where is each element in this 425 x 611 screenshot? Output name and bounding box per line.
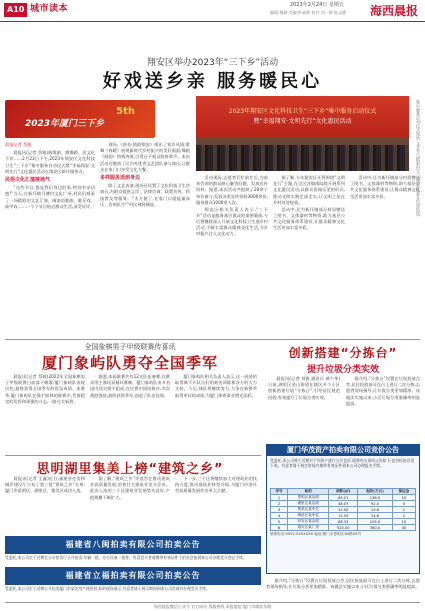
- lead-column-5: [350, 175, 420, 336]
- lead-photo: [196, 96, 409, 171]
- section-divider: [5, 455, 261, 456]
- lead-kicker: 翔安区举办2023年“三下乡”活动: [146, 58, 279, 68]
- table-cell: 4: [271, 513, 288, 519]
- table-cell: 1: [392, 513, 415, 519]
- table-cell: 翔安区某厂房: [288, 525, 329, 531]
- table-cell: 12.50: [329, 513, 358, 519]
- paragraph: 翔安区相关负责人表示,“三下乡”活动是服务基层群众的重要载体,今后将继续深入开展文化科技卫生进乡村活动,不断丰富群众精神文化生活,为乡村振兴注入文化动力。: [196, 206, 268, 237]
- building-headline: 思明湖里集美上榜“建筑之乡”: [36, 462, 224, 477]
- editor-credits: 编辑:黎静 美编:叶丽香 校对:刘一群 陈文德: [270, 10, 346, 15]
- paragraph: 晨报讯(记者 蔡媛)唱歌剧、跳舞蹈、送文化下乡……2月23日下午,2023年翔安区文化科技卫生“三下乡”集中服务启动仪式暨“幸福翔安·文明先行”文化惠民活动在翔安区新圩镇举办。: [5, 150, 95, 174]
- table-cell: 6: [271, 525, 288, 531]
- table-cell: 5: [271, 519, 288, 525]
- table-cell: 1: [392, 507, 415, 513]
- paper-logo: 海西晨报: [370, 4, 419, 18]
- paragraph: 活动中,还为新圩镇部分村居赠送了图书、文体器材等物资,助力基层公共文化服务体系建设,让群众精神文化生活更加丰富多彩。: [273, 206, 345, 231]
- paragraph: 晨报讯(记者 刘雅 通讯员 黄少华)日前,湖里区金山街道在辖区多个小区创新搭建垃圾“分拣台”,引导居民规范投放,有效提升了垃圾分类实效。: [268, 376, 340, 400]
- paragraph: 活动中,还为新圩镇部分村居赠送了图书、文体器材等物资,助力基层公共文化服务体系建设,让群众精神文化生活更加丰富多彩。: [350, 175, 420, 199]
- stage-screen-line2: 暨“幸福翔安·文明先行”文化惠民活动: [253, 118, 352, 125]
- paragraph: 据介绍,“分拣台”设置在垃圾投放点旁,居民投放前可在台上进行二次分拣,志愿者现场指导,让垃圾分类更加精准。该做法实施以来,小区垃圾分类准确率明显提高。: [266, 578, 420, 590]
- paragraph: “这些节目,都是我们身边的事,特别有亲切感!”当天,在新圩镇马塘村文化广场,村民们观看了一场精彩的文艺汇演。闽南语歌曲、歌仔戏、高甲戏……一个个节目贴近群众生活,深受好评。: [5, 185, 95, 209]
- byline: 晨报记者 蔡媛: [5, 142, 32, 147]
- building-column-2: [90, 476, 170, 532]
- sorting-column-1: [268, 376, 340, 440]
- table-cell: 12.50: [329, 507, 358, 513]
- banner-title: 2023年厦门三下乡: [25, 119, 105, 129]
- auction-ad-banner-2: 福建省立福拍卖有限公司拍卖公告: [5, 567, 261, 585]
- subheading: 多样服务送到身边: [100, 175, 141, 182]
- table-cell: 138.5: [358, 495, 393, 501]
- chess-headline: 厦门象屿队勇夺全国季军: [41, 354, 218, 372]
- auction-ad-text-2: 受委托,本公司定于近期公开拍卖厦门市某处房产使用权,标的现场展示,有意者请于展示期间到本公司咨询并办理竞买手续。: [5, 586, 210, 591]
- table-header: 标的: [288, 489, 329, 495]
- lead-column-2: [100, 142, 190, 336]
- table-cell: 同安区某店面: [288, 519, 329, 525]
- table-cell: 15.8: [358, 507, 393, 513]
- sorting-column-2: [346, 376, 420, 440]
- auction-table: [270, 488, 416, 531]
- event-banner: [5, 100, 155, 138]
- paragraph: 据了解,今年翔安区还将围绕“文明先行”主题,在全区各镇街陆续开展系列文化惠民活动,以群众喜闻乐见的形式,推动文明实践走深走实,让文明之花在乡村处处绽放。: [273, 175, 345, 205]
- table-cell: 3: [271, 507, 288, 513]
- paragraph: 活动现场,志愿者们忙前忙后,为前来咨询的群众耐心解答问题、发放宣传资料。据悉,本次活动共组织了20余个单位参与,发放各类宣传资料3000余份,服务群众1000余人次。: [196, 175, 268, 205]
- table-row: [271, 525, 416, 531]
- table-cell: 520.00: [329, 525, 358, 531]
- auction-contact: 联系电话:0592-5XXXXXX 地址:厦门市思明区XX路XX号: [270, 532, 362, 536]
- stage-screen-line1: 2023年翔安区文化科技卫生“三下乡”集中服务启动仪式: [228, 108, 377, 115]
- auction-ad-banner-1: 福建省八闽拍卖有限公司拍卖公告: [5, 536, 261, 554]
- building-column-3: [175, 476, 257, 532]
- table-cell: 14.6: [358, 513, 393, 519]
- building-column-1: [5, 476, 85, 532]
- paragraph: 下一步,三个区将继续加大对建筑业的扶持力度,推动建筑业转型升级,为厦门经济社会高质量发展作出更大贡献。: [175, 476, 257, 494]
- section-divider: [5, 339, 420, 340]
- table-header: 面积(㎡): [329, 489, 358, 495]
- table-cell: 2: [271, 501, 288, 507]
- paragraph: 晨报讯(记者 王鑫)近日,福建省住房和城乡建设厅公布了第三批“建筑之乡”名单,厦门市思明区、湖里区、集美区成功入选。: [5, 476, 85, 494]
- paragraph: 除了文艺表演,现场还设置了文化科技卫生咨询台,为群众提供义诊、法律咨询、政策宣传、科技普及等服务。“太方便了,在家门口就能量血压、咨询医生!”村民林阿姨说。: [100, 183, 190, 207]
- auction-notice: [266, 444, 420, 574]
- paragraph: 现场,《南音·情韵翔安》唱出了家乡风情;歌舞《春暖》展现新时代乡村振兴的美好画面;舞蹈《鼓韵》热情奔放,引得台下观众阵阵掌声。本次活动还邀请了区内外优秀文艺团队参与演出,让群众在家门口享受文化大餐。: [100, 142, 190, 172]
- table-cell: 92.0: [358, 501, 393, 507]
- auction-text: 受委托,本公司将于近期对下列资产进行公开竞价,现将有关事项公告如下:竞价标的详见下表。有意者请于规定时间内携带有效证件到本公司办理报名手续。: [270, 458, 415, 469]
- paragraph: 据悉,本届联赛共有12支队伍参赛,比赛采用主客场双循环赛制。厦门象屿队由多名国内顶尖棋手组成,在比赛中团结协作,多次战胜强敌,最终获得季军,创造了队史佳绩。: [90, 374, 170, 398]
- subheading: 民俗文化汇演接地气: [5, 177, 51, 184]
- lead-column-3: [196, 175, 268, 336]
- table-header: 起价(万元): [358, 489, 393, 495]
- sorting-headline: 创新搭建“分拣台”: [288, 346, 398, 360]
- paragraph: 据了解,“建筑之乡”评选旨在推动建筑业高质量发展,培育壮大建筑业龙头企业。此次入选的三个区建筑业发展势头良好,产值规模不断扩大。: [90, 476, 170, 500]
- sorting-deck: 提升垃圾分类实效: [306, 365, 379, 375]
- table-cell: 30: [392, 525, 415, 531]
- table-cell: 5: [392, 501, 415, 507]
- table-cell: 湖里区某店面: [288, 501, 329, 507]
- section-title: 城市读本: [30, 4, 69, 14]
- paragraph: 晨报讯(记者 蔡媛)2022年全国象棋男子甲级联赛日前落下帷幕,厦门象屿队表现出色,最终获得全国季军的优异成绩。本赛季,厦门象屿队在强手如林的联赛中,凭借稳定的发挥和顽强的斗志,一路过关斩将。: [5, 374, 85, 404]
- issue-date: 2023年2月24日 星期五: [290, 2, 344, 8]
- paragraph: 据介绍,“分拣台”设置在垃圾投放点旁,居民投放前可在台上进行二次分拣,志愿者现场指导,让垃圾分类更加精准。该做法实施以来,小区垃圾分类准确率明显提高。: [346, 376, 420, 406]
- lead-headline: 好戏送乡亲 服务暖民心: [102, 71, 323, 92]
- table-cell: 10: [392, 519, 415, 525]
- table-cell: 65.21: [329, 495, 358, 501]
- lead-column-4: [273, 175, 345, 336]
- table-header: 保证金: [392, 489, 415, 495]
- table-header: 序号: [271, 489, 288, 495]
- auction-title: 厦门华茂资产拍卖有限公司竞价公告: [267, 445, 419, 456]
- audience-crowd: [196, 145, 409, 171]
- table-cell: 1: [271, 495, 288, 501]
- masthead: [0, 0, 425, 22]
- auction-ad-text-1: 受委托,本公司定于近期在公司拍卖厅公开拍卖:车辆一批、办公设备一批等。有意竞买者请携带有效证件于拍卖会前到本公司办理竞买登记手续。: [5, 555, 247, 560]
- table-cell: 105.0: [358, 519, 393, 525]
- table-cell: 10: [392, 495, 415, 501]
- chess-kicker: 全国象棋男子甲级联赛传喜讯: [84, 343, 176, 351]
- table-cell: 思明区某店面: [288, 495, 329, 501]
- chess-column-3: [175, 374, 257, 452]
- banner-decoration: 5th: [116, 106, 135, 117]
- lead-column-1: [5, 142, 95, 336]
- table-cell: 48.07: [329, 501, 358, 507]
- chess-column-2: [90, 374, 170, 452]
- chess-column-1: [5, 374, 85, 452]
- right-bottom-text: [266, 578, 420, 600]
- page-number: A10: [4, 3, 27, 17]
- paragraph: 厦门象屿队相关负责人表示,这一成绩的取得离不开队员们的刻苦训练和各方的大力支持。今后,球队将继续努力,力争在新赛季取得更好的成绩,为厦门体育事业增光添彩。: [175, 374, 257, 398]
- table-cell: 360.0: [358, 525, 393, 531]
- photo-caption: 集中服务启动仪式现场,文艺节目精彩纷呈。(翔安区委宣传部供图): [416, 100, 421, 217]
- page-footer: 海西晨报微信公众号 官方网站 客服热线 本报地址:厦门市湖滨东路: [5, 602, 420, 610]
- table-cell: 86.33: [329, 519, 358, 525]
- table-cell: 海沧区某车位: [288, 513, 329, 519]
- table-cell: 集美区某车位: [288, 507, 329, 513]
